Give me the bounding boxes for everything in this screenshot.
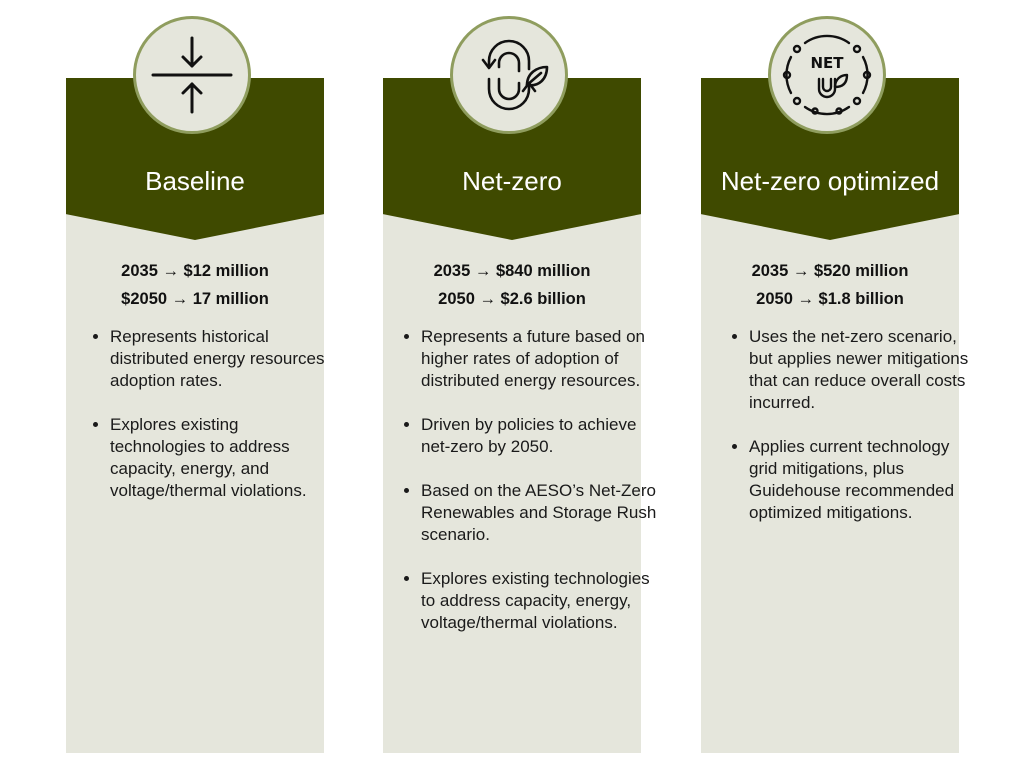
bullet-item: • Explores existing technologies to address capacity, energy, and voltage/thermal violations. xyxy=(110,414,336,502)
card-title: Net-zero optimized xyxy=(720,166,940,196)
bullet-item: • Applies current technology grid mitigations, plus Guidehouse recommended optimized mitigations. xyxy=(749,436,975,524)
scenario-card-net-zero-optimized xyxy=(701,0,969,768)
compress-arrows-icon xyxy=(133,16,251,134)
cost-2050: $2050 → 17 million xyxy=(121,290,269,308)
scenario-card-net-zero xyxy=(383,0,657,768)
cost-summary xyxy=(701,257,959,313)
cost-2035: 2035 → $840 million xyxy=(433,262,591,280)
bullet-item: • Driven by policies to achieve net-zero by 2050. xyxy=(421,414,657,458)
scenario-card-baseline xyxy=(66,0,324,768)
bullet-list xyxy=(90,326,336,524)
cost-summary xyxy=(66,257,324,313)
bullet-item: • Represents a future based on higher rates of adoption of distributed energy resources. xyxy=(421,326,657,392)
card-title: Baseline xyxy=(145,166,245,196)
cost-2050: 2050 → $1.8 billion xyxy=(756,290,904,308)
bullet-list xyxy=(729,326,975,546)
bullet-item: • Based on the AESO’s Net-Zero Renewables and Storage Rush scenario. xyxy=(421,480,657,546)
bullet-list xyxy=(401,326,657,656)
cost-2050: 2050 → $2.6 billion xyxy=(438,290,586,308)
bullet-item: • Represents historical distributed energy resources adoption rates. xyxy=(110,326,336,392)
card-title: Net-zero xyxy=(462,166,562,196)
cost-2035: 2035 → $520 million xyxy=(751,262,909,280)
cost-summary xyxy=(383,257,641,313)
bullet-item: • Explores existing technologies to address capacity, energy, voltage/thermal violations. xyxy=(421,568,657,634)
net-badge-text: NET xyxy=(810,54,844,72)
renewable-cycle-leaf-icon xyxy=(450,16,568,134)
cost-2035: 2035 → $12 million xyxy=(121,262,269,280)
net-zero-badge-icon xyxy=(768,16,886,134)
bullet-item: • Uses the net-zero scenario, but applies newer mitigations that can reduce overall costs incurred. xyxy=(749,326,975,414)
